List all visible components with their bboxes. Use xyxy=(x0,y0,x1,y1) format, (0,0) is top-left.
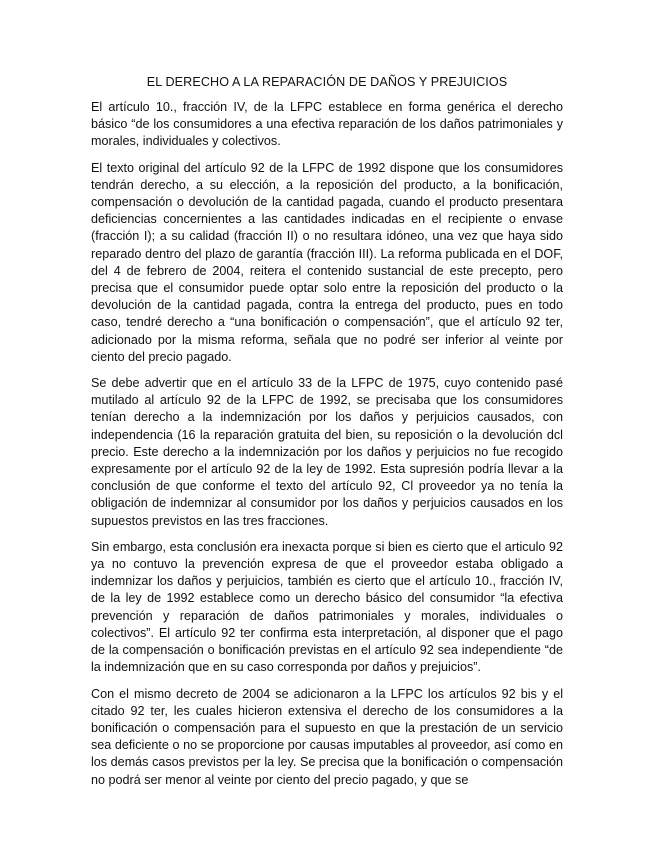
document-page xyxy=(91,74,563,798)
paragraph-5: Con el mismo decreto de 2004 se adicionaron a la LFPC los artículos 92 bis y el citado 92 ter, les cuales hicieron extensiva el derecho de los consumidores a la bonificación o compensación para el supuesto en que la prestación de un servicio sea deficiente o no se proporcione por causas imputables al proveedor, así como en los demás casos previstos per la ley. Se precisa que la bonificación o compensación no podrá ser menor al veinte por ciento del precio pagado, y que se xyxy=(91,686,563,787)
paragraph-2: El texto original del artículo 92 de la LFPC de 1992 dispone que los consumidores tendrán derecho, a su elección, a la reposición del producto, a la bonificación, compensación o devolución de la cantidad pagada, cuando el producto presentara deficiencias concernientes a las cantidades indicadas en el recipiente o envase (fracción I); a su calidad (fracción II) o no resultara idóneo, una vez que haya sido reparado dentro del plazo de garantía (fracción III). La reforma publicada en el DOF, del 4 de febrero de 2004, reitera el contenido sustancial de este precepto, pero precisa que el consumidor puede optar solo entre la reposición del producto o la devolución de la cantidad pagada, contra la entrega del producto, pues en todo caso, tendré derecho a “una bonificación o compensación”, que el artículo 92 ter, adicionado por la misma reforma, señala que no podré ser inferior al veinte por ciento del precio pagado. xyxy=(91,160,563,364)
paragraph-4: Sin embargo, esta conclusión era inexacta porque si bien es cierto que el articulo 92 ya no contuvo la prevención expresa de que el proveedor estaba obligado a indemnizar los daños y perjuicios, también es cierto que el artículo 10., fracción IV, de la ley de 1992 establece como un derecho básico del consumidor “la efectiva prevención y reparación de daños patrimoniales y morales, individuales o colectivos”. El artículo 92 ter confirma esta interpretación, al disponer que el pago de la compensación o bonificación previstas en el artículo 92 sea independiente “de la indemnización que en su caso corresponda por daños y prejuicios”. xyxy=(91,539,563,675)
document-title: EL DERECHO A LA REPARACIÓN DE DAÑOS Y PREJUICIOS xyxy=(146,75,508,89)
paragraph-3: Se debe advertir que en el artículo 33 de la LFPC de 1975, cuyo contenido pasé mutilado al artículo 92 de la LFPC de 1992, se precisaba que los consumidores tenían derecho a la indemnización por los daños y perjuicios causados, con independencia (16 la reparación gratuita del bien, su reposición o la devolución dcl precio. Este derecho a la indemnización por los daños y perjuicios no fue recogido expresamente por el artículo 92 de la ley de 1992. Esta supresión podría llevar a la conclusión de que conforme el texto del artículo 92, Cl proveedor ya no tenía la obligación de indemnizar al consumidor por los daños y perjuicios causados en los supuestos previstos en las tres fracciones. xyxy=(91,376,563,528)
paragraph-1: El artículo 10., fracción IV, de la LFPC establece en forma genérica el derecho básico “de los consumidores a una efectiva reparación de los daños patrimoniales y morales, individuales y colectivos. xyxy=(91,100,563,149)
